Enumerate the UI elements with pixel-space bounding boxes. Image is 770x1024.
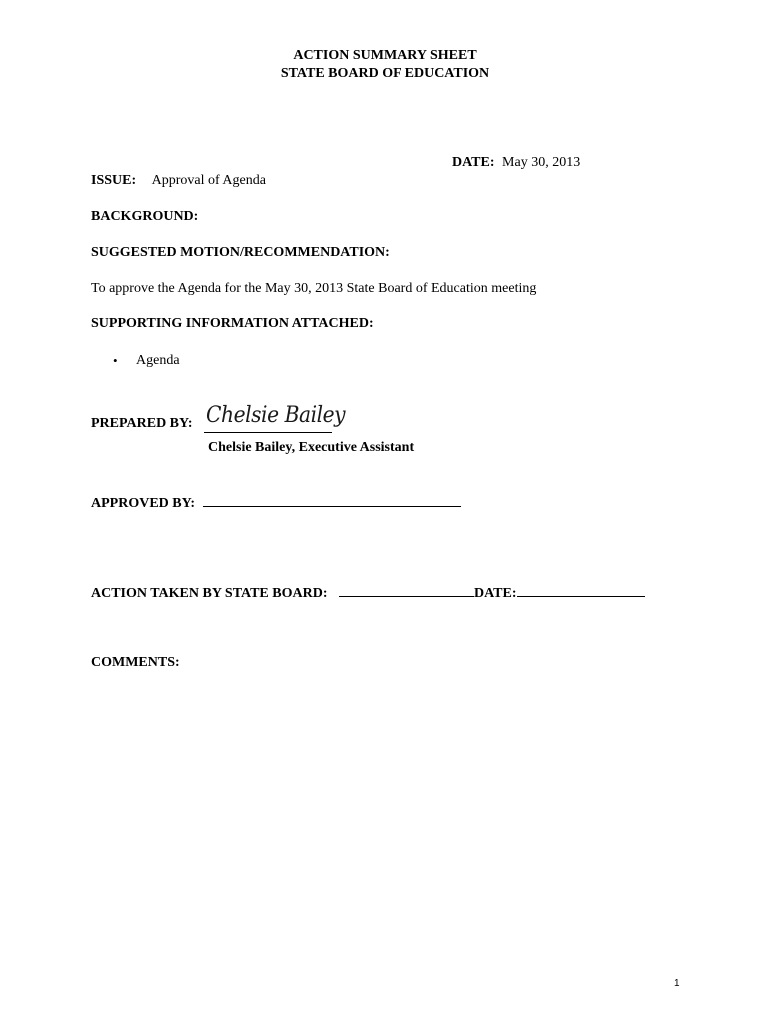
comments-label: COMMENTS:	[91, 655, 180, 670]
document-title: ACTION SUMMARY SHEET	[293, 48, 477, 63]
approved-by-label: APPROVED BY:	[91, 496, 196, 511]
action-taken-label: ACTION TAKEN BY STATE BOARD:	[91, 586, 328, 601]
issue-row	[91, 173, 266, 189]
action-date-label: DATE:	[473, 586, 517, 601]
page-number: 1	[674, 978, 680, 989]
supporting-label: SUPPORTING INFORMATION ATTACHED:	[91, 316, 374, 331]
supporting-item: Agenda	[136, 353, 180, 368]
action-date-blank[interactable]	[517, 584, 645, 597]
action-taken-blank[interactable]	[339, 584, 474, 597]
date-row	[452, 155, 580, 171]
date-value: May 30, 2013	[502, 155, 581, 170]
preparer-name-title: Chelsie Bailey, Executive Assistant	[208, 440, 415, 455]
bullet-icon: •	[113, 353, 118, 368]
signature-line	[204, 432, 332, 433]
signature-image	[206, 403, 345, 428]
background-label: BACKGROUND:	[91, 209, 199, 224]
issue-label: ISSUE:	[91, 173, 137, 188]
approved-by-row	[91, 494, 461, 512]
motion-label: SUGGESTED MOTION/RECOMMENDATION:	[91, 245, 390, 260]
date-label: DATE:	[452, 155, 495, 170]
issue-value: Approval of Agenda	[151, 173, 266, 188]
signature-text: Chelsie Bailey	[206, 403, 346, 428]
document-subtitle: STATE BOARD OF EDUCATION	[280, 66, 490, 81]
action-taken-row	[91, 584, 645, 602]
motion-text: To approve the Agenda for the May 30, 2013 State Board of Education meeting	[91, 281, 537, 296]
approved-by-blank[interactable]	[203, 494, 461, 507]
prepared-by-label: PREPARED BY:	[91, 416, 193, 431]
